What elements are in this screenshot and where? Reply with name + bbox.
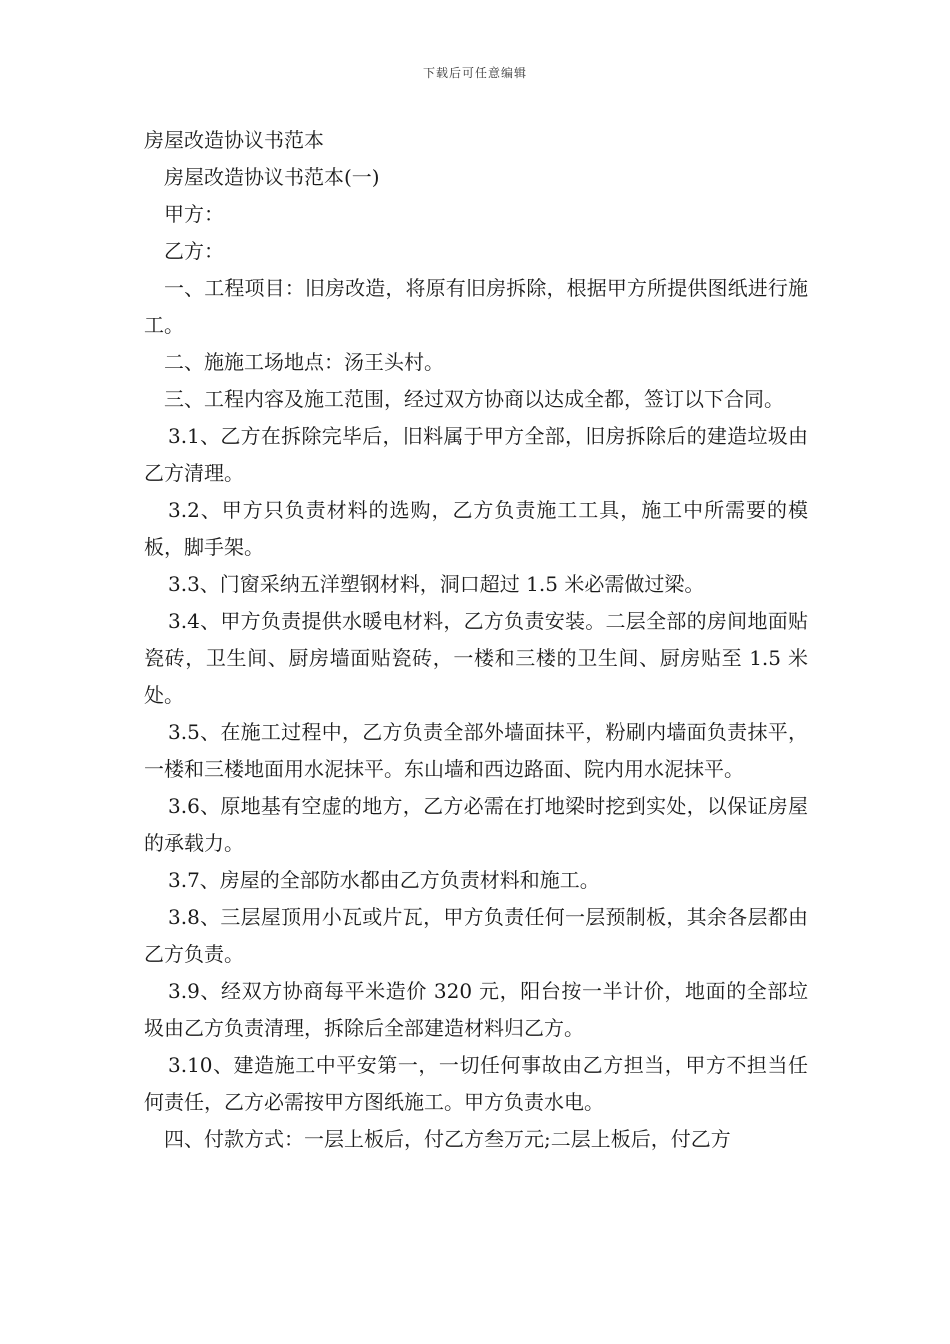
section-2-location: 二、施施工场地点：汤王头村。: [164, 350, 444, 374]
clause-3-10: 3.10、建造施工中平安第一，一切任何事故由乙方担当，甲方不担当任何责任，乙方必需按甲方图纸施工。甲方负责水电。: [144, 1053, 808, 1114]
document-subtitle: 房屋改造协议书范本(一): [164, 165, 380, 189]
section-4-payment: 四、付款方式：一层上板后，付乙方叁万元;二层上板后，付乙方: [164, 1127, 731, 1151]
clause-3-1: 3.1、乙方在拆除完毕后，旧料属于甲方全部，旧房拆除后的建造垃圾由乙方清理。: [144, 424, 808, 485]
clause-3-2: 3.2、甲方只负责材料的选购，乙方负责施工工具，施工中所需要的模板，脚手架。: [144, 498, 808, 559]
document-body: [144, 122, 808, 1158]
party-a-line: 甲方：: [164, 202, 224, 226]
clause-3-9: 3.9、经双方协商每平米造价 320 元，阳台按一半计价，地面的全部垃圾由乙方负责清理，拆除后全部建造材料归乙方。: [144, 979, 808, 1040]
clause-3-7: 3.7、房屋的全部防水都由乙方负责材料和施工。: [168, 868, 600, 892]
page-header-note: 下载后可任意编辑: [422, 66, 527, 80]
document-title: 房屋改造协议书范本: [144, 128, 324, 152]
clause-3-6: 3.6、原地基有空虚的地方，乙方必需在打地梁时挖到实处，以保证房屋的承载力。: [144, 794, 808, 855]
clause-3-3: 3.3、门窗采纳五洋塑钢材料，洞口超过 1.5 米必需做过梁。: [168, 572, 705, 596]
clause-3-5: 3.5、在施工过程中，乙方负责全部外墙面抹平，粉刷内墙面负责抹平，一楼和三楼地面用水泥抹平。东山墙和西边路面、院内用水泥抹平。: [144, 720, 808, 781]
section-3-scope: 三、工程内容及施工范围，经过双方协商以达成全都，签订以下合同。: [164, 387, 784, 411]
section-1-project: 一、工程项目：旧房改造，将原有旧房拆除，根据甲方所提供图纸进行施工。: [144, 276, 808, 337]
clause-3-4: 3.4、甲方负责提供水暖电材料，乙方负责安装。二层全部的房间地面贴瓷砖，卫生间、厨房墙面贴瓷砖，一楼和三楼的卫生间、厨房贴至 1.5 米处。: [144, 609, 808, 707]
party-b-line: 乙方：: [164, 239, 224, 263]
clause-3-8: 3.8、三层屋顶用小瓦或片瓦，甲方负责任何一层预制板，其余各层都由乙方负责。: [144, 905, 808, 966]
